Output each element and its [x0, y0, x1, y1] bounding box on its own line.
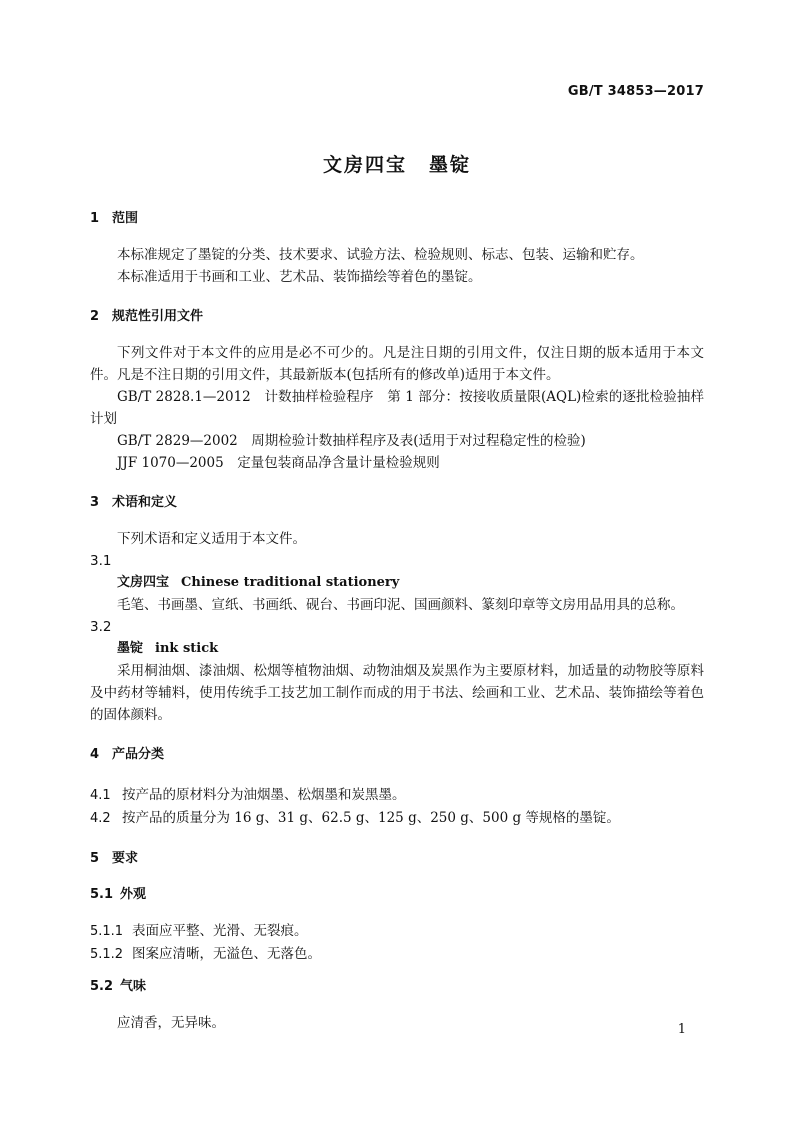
term-number: 3.1 — [90, 553, 112, 569]
clause-text: 按产品的原材料分为油烟墨、松烟墨和炭黑墨。 — [122, 787, 406, 803]
paragraph: 应清香，无异味。 — [117, 1015, 225, 1031]
term-heading — [90, 638, 704, 660]
reference-item: GB/T 2829—2002 周期检验计数抽样程序及表(适用于对过程稳定性的检验) — [117, 433, 586, 449]
term-definition: 毛笔、书画墨、宣纸、书画纸、砚台、书画印泥、国画颜料、篆刻印章等文房用品用具的总称。 — [117, 597, 684, 613]
title-part-1: 文房四宝 — [322, 154, 407, 176]
section-number: 5 — [90, 851, 100, 866]
clause-text: 按产品的质量分为 16 g、31 g、62.5 g、125 g、250 g、500 g 等规格的墨锭。 — [122, 810, 620, 826]
paragraph: 本标准规定了墨锭的分类、技术要求、试验方法、检验规则、标志、包装、运输和贮存。 — [117, 247, 644, 263]
subsection-title: 气味 — [120, 979, 147, 994]
term-definition: 采用桐油烟、漆油烟、松烟等植物油烟、动物油烟及炭黑作为主要原材料，加适量的动物胶等原料及中药材等辅料，使用传统手工技艺加工制作而成的用于书法、绘画和工业、艺术品、装饰描绘等着色的固体颜料。 — [90, 663, 704, 723]
clause-item — [90, 943, 704, 966]
clause-number: 5.1.2 — [90, 947, 124, 962]
term-zh: 墨锭 — [117, 641, 144, 656]
subsection-title: 外观 — [120, 887, 147, 902]
term-heading — [90, 572, 704, 594]
section-title: 规范性引用文件 — [112, 309, 204, 324]
section-heading-scope — [90, 208, 704, 230]
section-number: 3 — [90, 495, 100, 510]
subsection-heading-appearance — [90, 884, 704, 906]
section-number: 2 — [90, 309, 100, 324]
clause-number: 5.1.1 — [90, 924, 124, 939]
clause-item — [90, 920, 704, 943]
clause-item — [90, 807, 704, 830]
reference-item: JJF 1070—2005 定量包装商品净含量计量检验规则 — [117, 455, 440, 471]
section-title: 范围 — [112, 211, 139, 226]
term-en: Chinese traditional stationery — [181, 575, 400, 590]
clause-text: 表面应平整、光滑、无裂痕。 — [132, 923, 308, 939]
section-number: 4 — [90, 747, 100, 762]
section-number: 1 — [90, 211, 100, 226]
reference-item: GB/T 2828.1—2012 计数抽样检验程序 第 1 部分：按接收质量限(AQL)检索的逐批检验抽样计划 — [90, 389, 704, 427]
section-heading-terms — [90, 492, 704, 514]
subsection-number: 5.2 — [90, 979, 114, 994]
document-title — [0, 150, 794, 177]
subsection-heading-odor — [90, 976, 704, 998]
section-title: 产品分类 — [112, 747, 165, 762]
clause-number: 4.1 — [90, 788, 111, 803]
clause-item — [90, 784, 704, 807]
term-zh: 文房四宝 — [117, 575, 170, 590]
section-heading-requirements — [90, 848, 704, 870]
title-part-2: 墨锭 — [429, 154, 472, 176]
term-en: ink stick — [155, 641, 219, 656]
subsection-number: 5.1 — [90, 887, 114, 902]
standard-code: GB/T 34853—2017 — [567, 84, 704, 99]
paragraph: 下列文件对于本文件的应用是必不可少的。凡是注日期的引用文件，仅注日期的版本适用于本文件。凡是不注日期的引用文件，其最新版本(包括所有的修改单)适用于本文件。 — [90, 345, 704, 383]
term-number: 3.2 — [90, 619, 112, 635]
section-title: 术语和定义 — [112, 495, 178, 510]
section-title: 要求 — [112, 851, 139, 866]
section-heading-classification — [90, 744, 704, 766]
clause-number: 4.2 — [90, 811, 111, 826]
page-number: 1 — [677, 1022, 686, 1037]
paragraph: 下列术语和定义适用于本文件。 — [117, 531, 306, 547]
document-body — [90, 208, 704, 1034]
clause-text: 图案应清晰，无溢色、无落色。 — [132, 946, 321, 962]
section-heading-normative-references — [90, 306, 704, 328]
paragraph: 本标准适用于书画和工业、艺术品、装饰描绘等着色的墨锭。 — [117, 269, 482, 285]
